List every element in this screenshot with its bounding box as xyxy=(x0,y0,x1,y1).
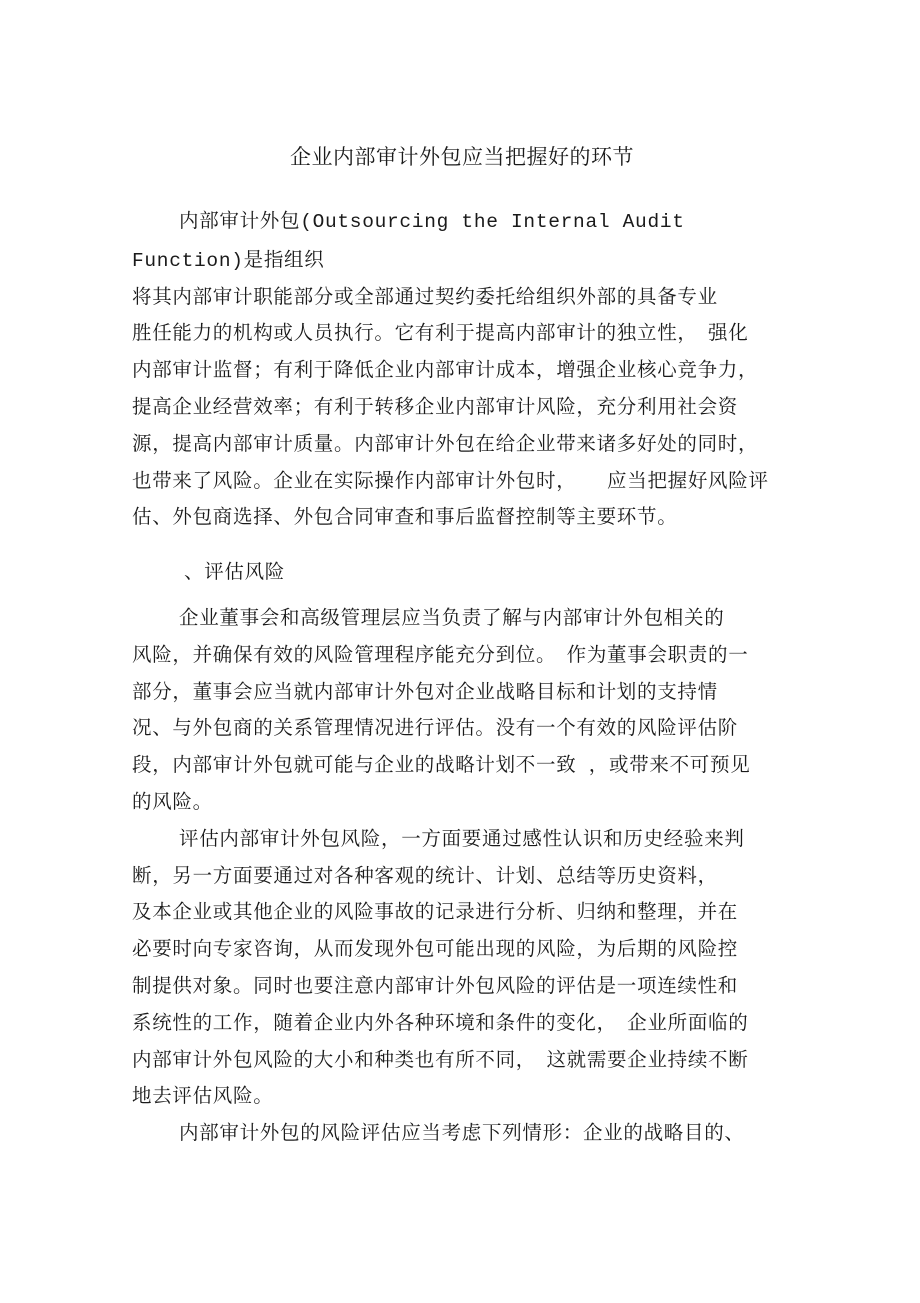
document-line: Function)是指组织 xyxy=(132,249,325,272)
document-line: 及本企业或其他企业的风险事故的记录进行分析、归纳和整理，并在 xyxy=(132,902,739,925)
document-line: 内部审计外包的风险评估应当考虑下列情形：企业的战略目的、 xyxy=(179,1123,745,1146)
document-line: 内部审计监督；有利于降低企业内部审计成本，增强企业核心竞争力， xyxy=(132,360,759,383)
document-content xyxy=(132,146,792,1153)
document-line: 也带来了风险。企业在实际操作内部审计外包时， 应当把握好风险评 xyxy=(132,470,769,493)
document-line: 源，提高内部审计质量。内部审计外包在给企业带来诸多好处的同时， xyxy=(132,433,759,456)
document-line: 部分，董事会应当就内部审计外包对企业战略目标和计划的支持情 xyxy=(132,681,718,704)
document-line: 段，内部审计外包就可能与企业的战略计划不一致 ，或带来不可预见 xyxy=(132,755,751,778)
document-line: 风险，并确保有效的风险管理程序能充分到位。 作为董事会职责的一 xyxy=(132,644,749,667)
document-title: 企业内部审计外包应当把握好的环节 xyxy=(290,148,634,171)
document-line: 提高企业经营效率；有利于转移企业内部审计风险，充分利用社会资 xyxy=(132,396,739,419)
document-line: 况、与外包商的关系管理情况进行评估。没有一个有效的风险评估阶 xyxy=(132,718,739,741)
document-line: 的风险。 xyxy=(132,791,213,814)
document-body xyxy=(132,204,792,1153)
document-line: 地去评估风险。 xyxy=(132,1086,274,1109)
document-line: 内部审计外包风险的大小和种类也有所不同， 这就需要企业持续不断 xyxy=(132,1049,749,1072)
document-line: 内部审计外包(Outsourcing the Internal Audit xyxy=(179,211,685,233)
document-line: 系统性的工作，随着企业内外各种环境和条件的变化， 企业所面临的 xyxy=(132,1012,749,1035)
document-line: 估、外包商选择、外包合同审查和事后监督控制等主要环节。 xyxy=(132,507,678,530)
section-heading: 、评估风险 xyxy=(184,562,286,585)
document-line: 必要时向专家咨询，从而发现外包可能出现的风险，为后期的风险控 xyxy=(132,939,739,962)
document-line: 断，另一方面要通过对各种客观的统计、计划、总结等历史资料， xyxy=(132,865,718,888)
document-line: 评估内部审计外包风险，一方面要通过感性认识和历史经验来判 xyxy=(179,828,745,851)
document-line: 胜任能力的机构或人员执行。它有利于提高内部审计的独立性， 强化 xyxy=(132,323,749,346)
document-line: 企业董事会和高级管理层应当负责了解与内部审计外包相关的 xyxy=(179,607,725,630)
document-line: 将其内部审计职能部分或全部通过契约委托给组织外部的具备专业 xyxy=(132,286,718,309)
document-line: 制提供对象。同时也要注意内部审计外包风险的评估是一项连续性和 xyxy=(132,975,739,998)
